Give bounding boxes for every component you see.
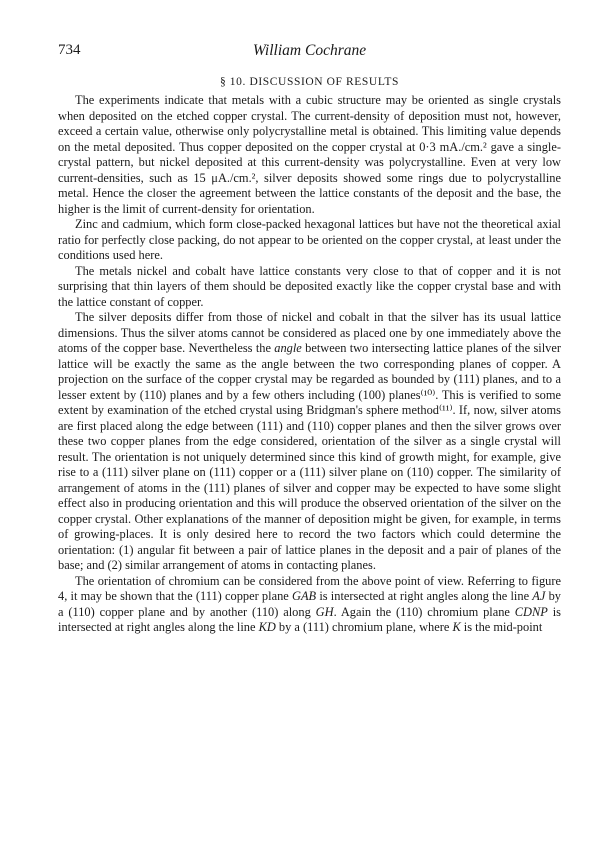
symbol-line-gh: GH [315,604,334,619]
paragraph-1 [58,93,561,217]
emphasis-angle: angle [274,341,302,355]
symbol-plane-gab: GAB [292,589,317,603]
paragraph-text: The silver deposits differ from those of nickel and cobalt in that the silver has its usual lattice dimensions. Thus the silver atoms cannot be considered as placed one by one immediately above the atoms of the copper base. Nevertheless the [58,310,561,355]
symbol-line-aj: AJ [532,589,546,603]
symbol-point-k: K [452,620,461,634]
paragraph-text: is the mid-point [460,620,543,634]
symbol-plane-cdnp: CDNP [514,604,548,619]
body-text [58,93,561,636]
paragraph-text: between two intersecting lattice planes of the silver lattice will be exactly the same as the angle between the two corresponding planes of copper. A projection on the surface of the copper crystal may be regarded as bounded by (111) planes, and to a lesser extent by (110) planes and by a few others including (100) planes⁽¹⁰⁾. This is verified to some extent by examination of the etched crystal using Bridgman's sphere method⁽¹¹⁾. If, now, silver atoms are first placed along the edge between (111) and (110) copper planes and then the silver grows over these two copper planes from the edge considered, orientation of the silver as a single crystal will result. The orientation is not uniquely determined since this kind of growth might, for example, give rise to a (111) silver plane on (111) copper or a (111) silver plane on (110) copper. The similarity of arrangement of atoms in the (111) planes of silver and copper may be expected to have some slight effect also in producing orientation and this will produce the observed orientation of the silver on the copper crystal. Other explanations of the manner of deposition might be given, for example, in terms of growing-places. It is only desired here to record the two factors which could determine the orientation: (1) angular fit between a pair of lattice planes in the deposit and a pair of planes of the base; and (2) similar arrangement of atoms in contacting planes. [58,341,561,572]
paragraph-text: Zinc and cadmium, which form close-packed hexagonal lattices but have not the theoretical axial ratio for perfectly close packing, do not appear to be oriented on the copper crystal, at least under the conditions used here. [58,217,561,262]
paragraph-4 [58,310,561,574]
paragraph-text: is intersected at right angles along the line [316,589,533,603]
paragraph-text: The experiments indicate that metals with a cubic structure may be oriented as single crystals when deposited on the etched copper crystal. The current-density of deposition must not, however, exceed a certain value, otherwise only polycrystalline metal is obtained. This limiting value depends on the metal deposited. Thus copper deposited on the copper crystal at 0·3 mA./cm.² gave a single-crystal pattern, but nickel deposited at this current-density was polycrystalline. Even at very low current-densities, such as 15 μA./cm.², silver deposits showed some rings due to polycrystalline metal. Hence the closer the agreement between the lattice constants of the deposit and the base, the higher is the limit of current-density for orientation. [58,93,561,216]
paragraph-5 [58,574,561,636]
paragraph-text: The metals nickel and cobalt have lattice constants very close to that of copper and it is not surprising that thin layers of them should be deposited exactly like the copper crystal base and with the lattice constant of copper. [58,263,561,309]
page-number: 734 [58,42,81,58]
paragraph-text: by a (111) chromium plane, where [275,620,453,634]
running-head-author: William Cochrane [252,42,367,59]
paragraph-text: . Again the (110) chromium plane [333,604,515,619]
symbol-line-kd: KD [258,620,276,634]
paragraph-text: by a (110) copper plane and by another (110) along [58,589,561,619]
page-header [58,42,561,62]
section-heading: § 10. DISCUSSION OF RESULTS [219,76,400,88]
paragraph-3 [58,264,561,311]
paragraph-text: The orientation of chromium can be considered from the above point of view. Referring to figure 4, it may be shown that the (111) copper plane [58,573,561,603]
paragraph-text: is intersected at right angles along the line [58,604,561,634]
paragraph-2 [58,217,561,264]
